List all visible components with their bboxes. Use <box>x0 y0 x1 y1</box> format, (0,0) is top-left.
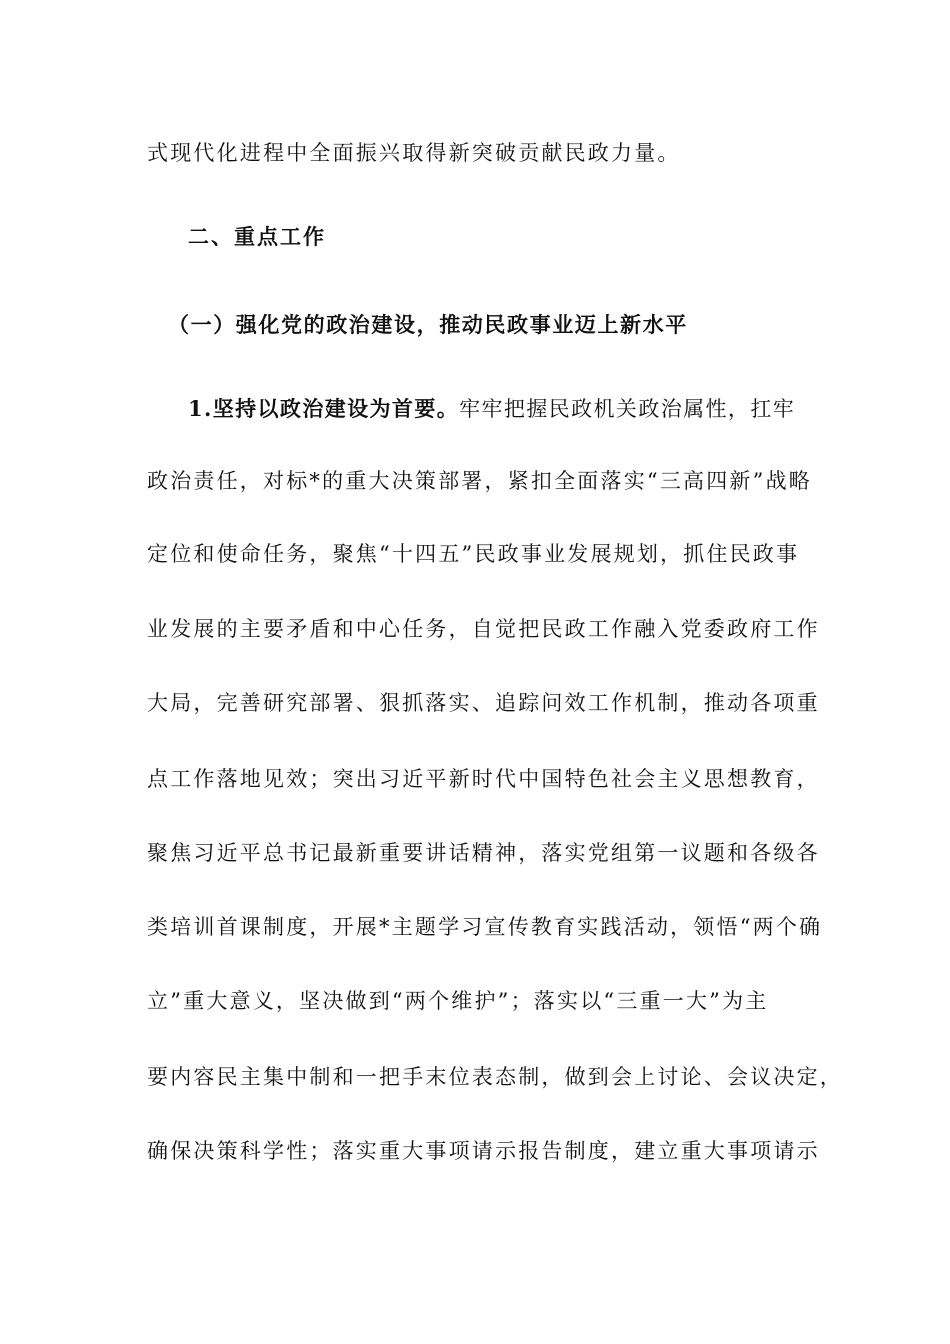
paragraph-line: 业发展的主要矛盾和中心任务，自觉把民政工作融入党委政府工作 <box>147 617 820 641</box>
paragraph-line: 大局，完善研究部署、狠抓落实、追踪问效工作机制，推动各项重 <box>147 691 820 715</box>
paragraph-line: 聚焦习近平总书记最新重要讲话精神，落实党组第一议题和各级各 <box>147 841 820 865</box>
paragraph-line: 类培训首课制度，开展*主题学习宣传教育实践活动，领悟“两个确 <box>147 915 823 939</box>
paragraph-line: 定位和使命任务，聚焦“十四五”民政事业发展规划，抓住民政事 <box>147 542 800 566</box>
paragraph-line: 要内容民主集中制和一把手末位表态制，做到会上讨论、会议决定， <box>147 1065 843 1089</box>
item-title: 1.坚持以政治建设为首要。 <box>188 396 460 421</box>
paragraph-line: 政治责任，对标*的重大决策部署，紧扣全面落实“三高四新”战略 <box>147 469 812 493</box>
continuation-line: 式现代化进程中全面振兴取得新突破贡献民政力量。 <box>147 141 681 165</box>
paragraph-first-line <box>188 394 848 424</box>
paragraph-line: 牢牢把握民政机关政治属性，扛牢 <box>459 397 796 421</box>
subsection-heading: （一）强化党的政治建设，推动民政事业迈上新水平 <box>168 312 688 337</box>
paragraph-line: 确保决策科学性；落实重大事项请示报告制度，建立重大事项请示 <box>147 1139 820 1163</box>
section-heading: 二、重点工作 <box>188 224 326 249</box>
paragraph-line: 立”重大意义，坚决做到“两个维护”；落实以“三重一大”为主 <box>147 989 769 1013</box>
paragraph-line: 点工作落地见效；突出习近平新时代中国特色社会主义思想教育， <box>147 767 820 791</box>
